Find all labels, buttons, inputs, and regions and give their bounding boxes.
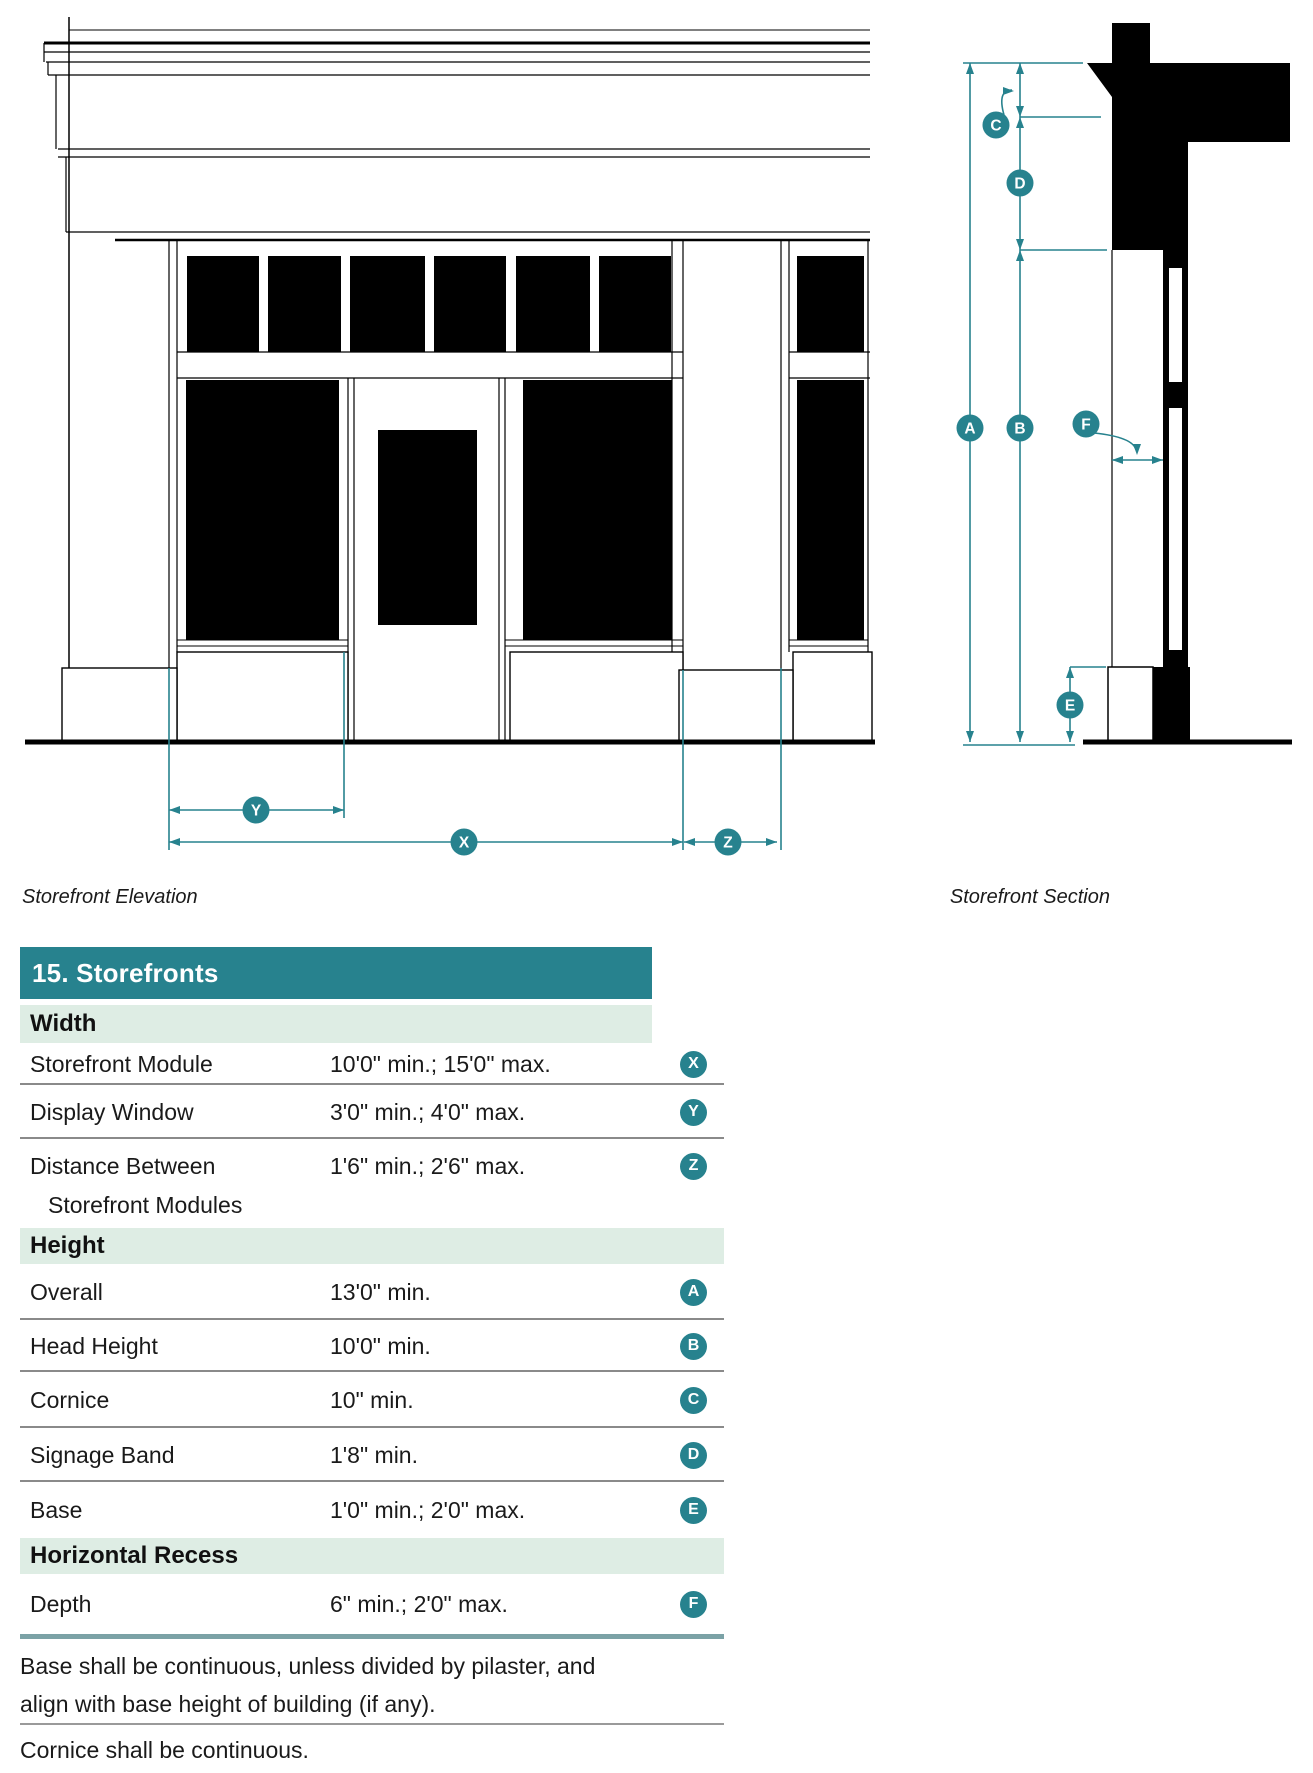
section-heading: Width [20, 1005, 652, 1043]
footnote-rule [20, 1723, 724, 1725]
table-row [20, 1139, 724, 1228]
row-value: 6" min.; 2'0" max. [330, 1590, 508, 1617]
row-value: 10" min. [330, 1386, 414, 1413]
row-dimension-badge: X [680, 1051, 707, 1078]
row-dimension-badge: A [680, 1279, 707, 1306]
section-heading: Horizontal Recess [20, 1538, 724, 1574]
row-dimension-badge: Z [680, 1153, 707, 1180]
table-bottom-divider [20, 1634, 724, 1639]
row-label: Base [30, 1496, 83, 1523]
dimension-badge-letter: B [1014, 420, 1026, 438]
row-value: 1'8" min. [330, 1441, 418, 1468]
row-dimension-badge: D [680, 1442, 707, 1469]
dimension-badge-letter: Z [723, 834, 733, 852]
elevation-caption: Storefront Elevation [22, 886, 198, 908]
table-row [20, 1320, 724, 1372]
row-label: Depth [30, 1590, 92, 1617]
row-label: Signage Band [30, 1441, 175, 1468]
table-row [20, 1482, 724, 1538]
table-row [20, 1264, 724, 1320]
dimension-badge-letter: X [458, 834, 470, 852]
row-dimension-badge: E [680, 1497, 707, 1524]
row-value: 10'0" min.; 15'0" max. [330, 1050, 551, 1077]
table-row [20, 1372, 724, 1428]
row-value: 1'0" min.; 2'0" max. [330, 1496, 526, 1523]
dimension-badge-letter: Y [250, 802, 262, 820]
row-label: Head Height [30, 1332, 158, 1359]
footnote-cornice: Cornice shall be continuous. [20, 1737, 309, 1763]
dimension-badge-letter: A [964, 420, 976, 438]
section-caption: Storefront Section [949, 886, 1110, 908]
dimension-badge-letter: F [1081, 416, 1091, 434]
row-dimension-badge: C [680, 1387, 707, 1414]
row-value: 10'0" min. [330, 1332, 431, 1359]
section-heading: Height [20, 1228, 724, 1264]
table-row [20, 1085, 724, 1139]
row-dimension-badge: Y [680, 1099, 707, 1126]
dimension-badge-letter: C [990, 117, 1002, 135]
row-label: Storefront Module [30, 1050, 213, 1077]
row-dimension-badge: B [680, 1333, 707, 1360]
row-label-line2: Storefront Modules [48, 1191, 243, 1218]
row-value: 3'0" min.; 4'0" max. [330, 1098, 526, 1125]
row-dimension-badge: F [680, 1591, 707, 1618]
table-row [20, 1428, 724, 1482]
row-label: Display Window [30, 1098, 194, 1125]
row-value: 1'6" min.; 2'6" max. [330, 1152, 526, 1179]
table-row [20, 1043, 724, 1085]
row-label: Overall [30, 1278, 103, 1305]
row-value: 13'0" min. [330, 1278, 431, 1305]
footnote-base: Base shall be continuous, unless divided by pilaster, and align with base height of building (if any). [20, 1653, 596, 1717]
table-title: 15. Storefronts [20, 947, 652, 999]
dimension-badge-letter: E [1064, 697, 1076, 715]
row-label: Cornice [30, 1386, 110, 1413]
dimension-badge-letter: D [1014, 175, 1026, 193]
table-row [20, 1574, 724, 1634]
row-label: Distance Between [30, 1152, 216, 1179]
